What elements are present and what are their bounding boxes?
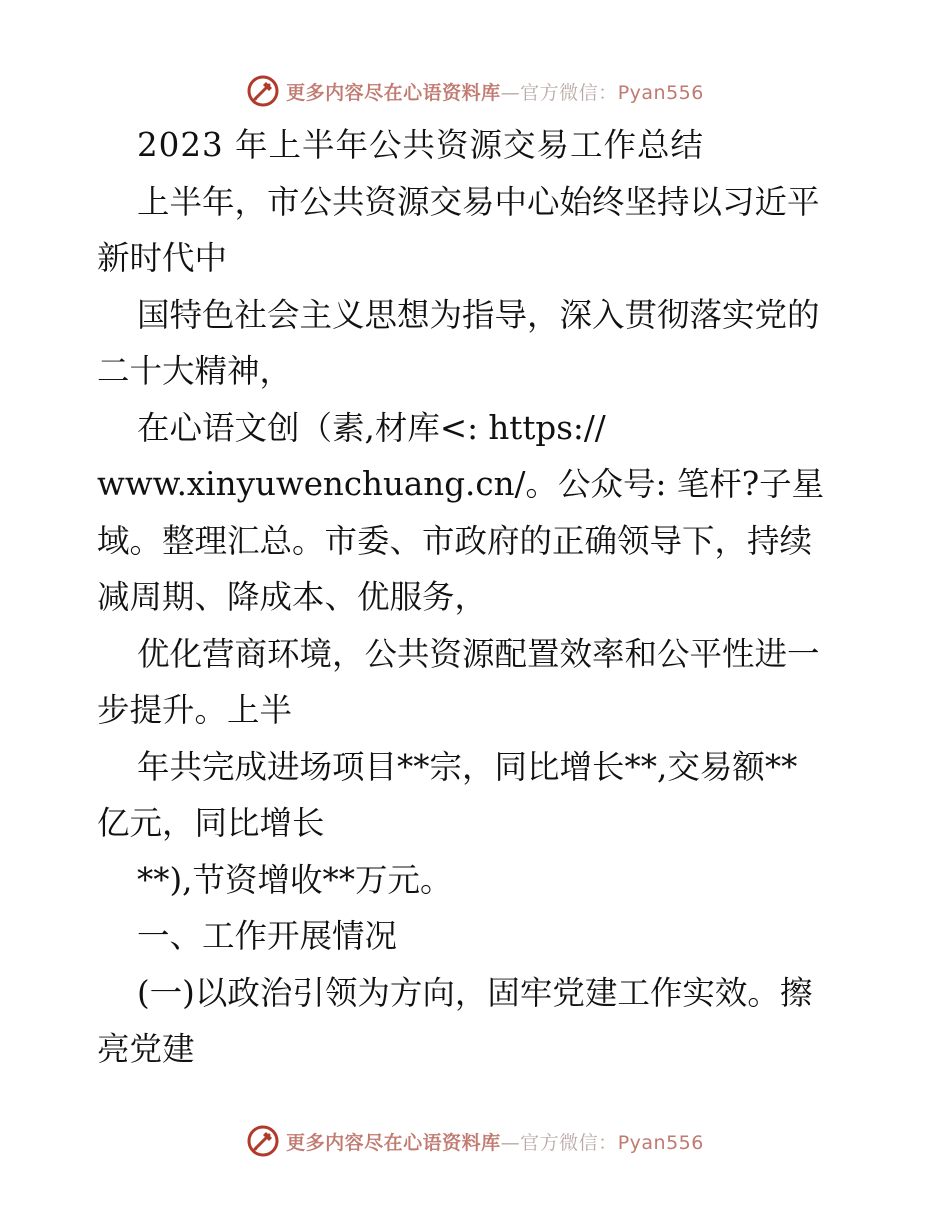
banner-wechat-id: Pyan556: [617, 1131, 704, 1154]
document-title: 2023 年上半年公共资源交易工作总结: [137, 126, 705, 164]
footer-banner: [0, 1121, 950, 1161]
banner-wechat-label: 官方微信：: [520, 1131, 618, 1154]
banner-separator: —: [500, 81, 521, 104]
paragraph-line: 新时代中: [97, 239, 228, 277]
paragraph-line: 二十大精神，: [97, 352, 293, 390]
pen-logo-icon: [246, 74, 280, 108]
banner-wechat-id: Pyan556: [617, 81, 704, 104]
section-heading: 一、工作开展情况: [137, 917, 398, 955]
paragraph-line: 优化营商环境，公共资源配置效率和公平性进一: [137, 634, 820, 673]
paragraph-line: **),节资增收**万元。: [137, 860, 453, 899]
header-banner: [0, 71, 950, 111]
paragraph-line: 年共完成进场项目**宗，同比增长**,交易额**: [137, 747, 798, 786]
paragraph-line: 亮党建: [97, 1030, 195, 1068]
paragraph-line: 亿元，同比增长: [97, 804, 325, 842]
paragraph-line: 步提升。上半: [97, 691, 293, 729]
banner-site-name: 更多内容尽在心语资料库: [286, 81, 501, 104]
paragraph-line: www.xinyuwenchuang.cn/。公众号: 笔杆?子星: [97, 465, 825, 503]
paragraph-line: 域。整理汇总。市委、市政府的正确领导下，持续: [97, 521, 813, 560]
banner-separator: —: [500, 1131, 521, 1154]
paragraph-line: 在心语文创（素,材库<: https://: [137, 408, 606, 447]
paragraph-line: 减周期、降成本、优服务，: [97, 578, 488, 616]
document-body: [97, 117, 857, 1078]
banner-wechat-label: 官方微信：: [520, 81, 618, 104]
banner-site-name: 更多内容尽在心语资料库: [286, 1131, 501, 1154]
paragraph-line: 上半年，市公共资源交易中心始终坚持以习近平: [137, 182, 820, 221]
paragraph-line: 国特色社会主义思想为指导，深入贯彻落实党的: [137, 295, 820, 334]
subsection-heading: (一)以政治引领为方向，固牢党建工作实效。擦: [137, 973, 813, 1012]
pen-logo-icon: [246, 1124, 280, 1158]
